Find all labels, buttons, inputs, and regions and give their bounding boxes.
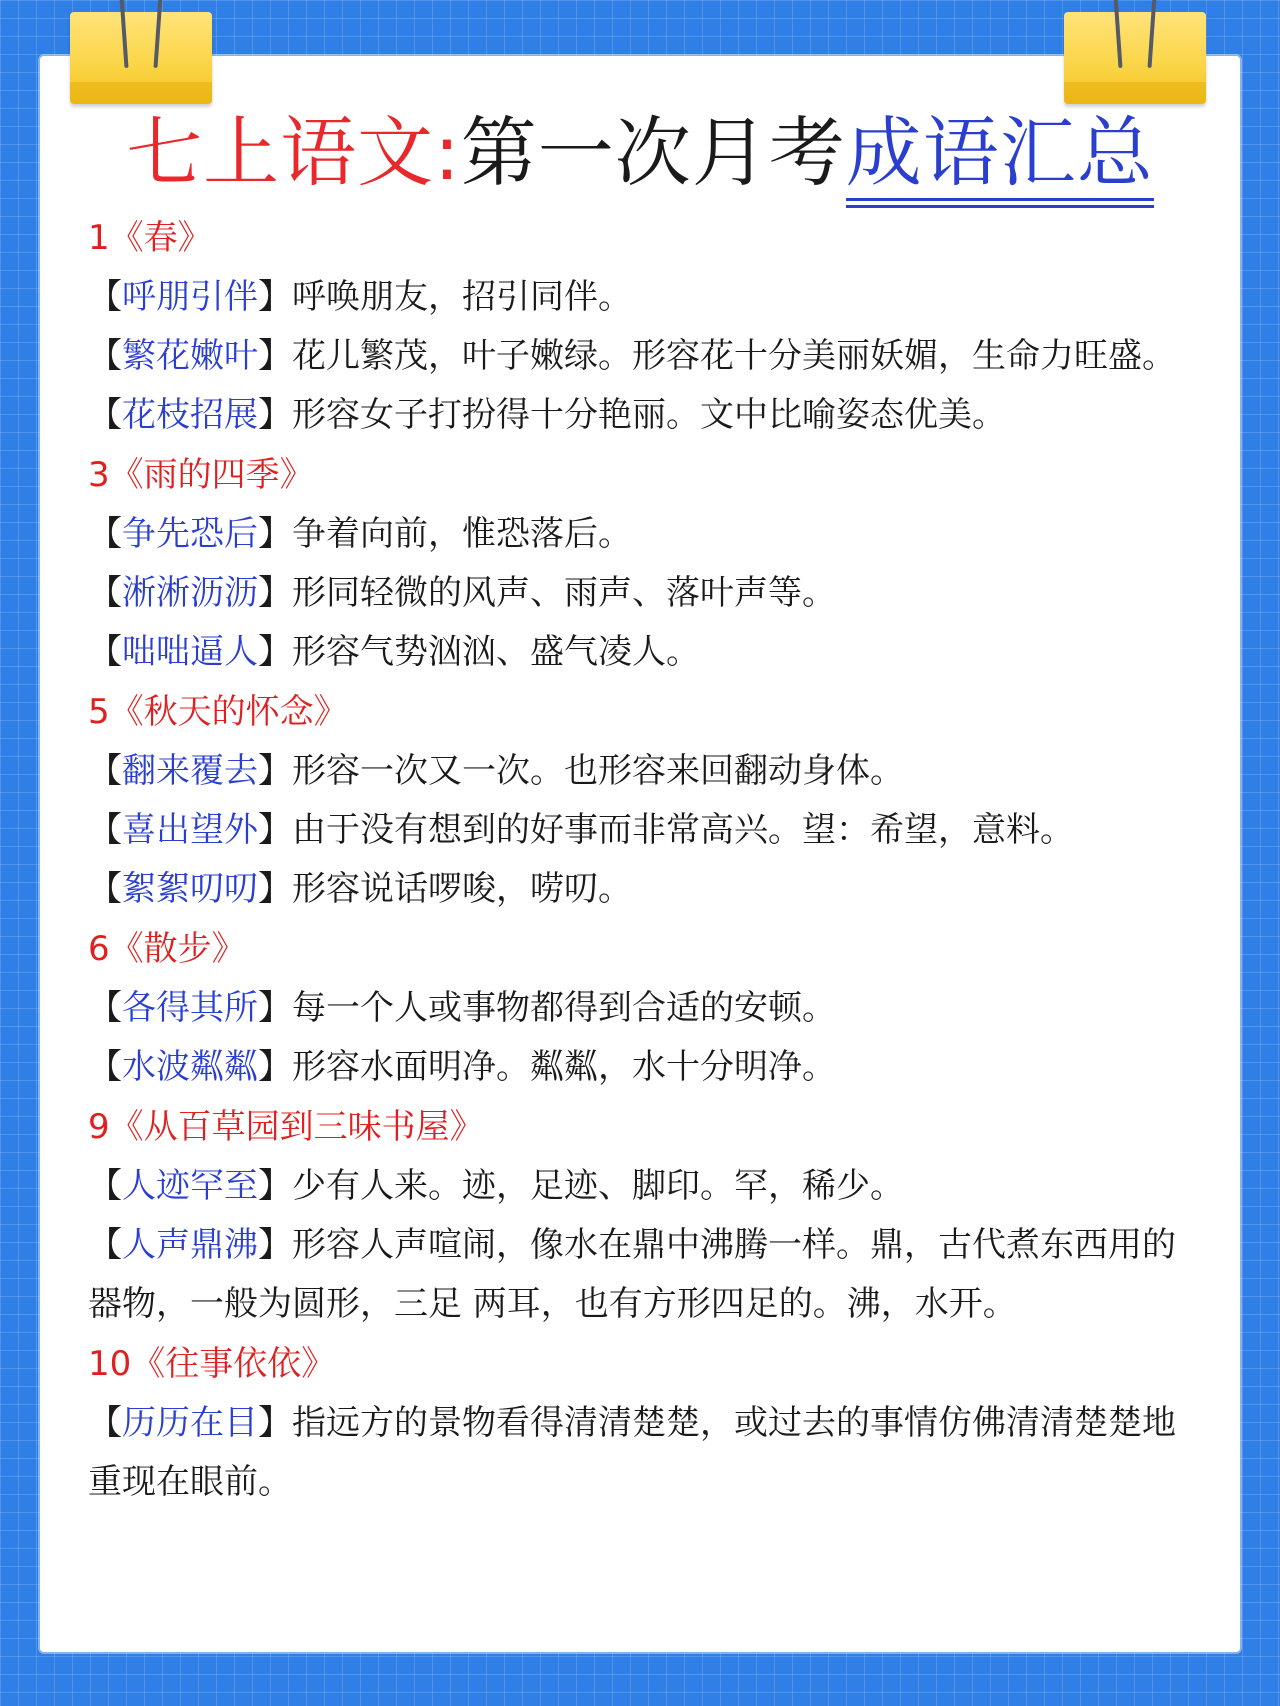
idiom-definition: 形容气势汹汹、盛气凌人。: [292, 632, 700, 672]
idiom-term: 絮絮叨叨: [122, 869, 258, 909]
idiom-entry: [88, 623, 1200, 682]
idiom-term: 花枝招展: [122, 395, 258, 435]
left-bracket: 【: [88, 988, 122, 1028]
title-blue-part: 成语汇总: [845, 108, 1154, 197]
lesson-heading: 5《秋天的怀念》: [88, 692, 348, 732]
lesson-heading: 1《春》: [88, 218, 212, 258]
lesson-heading: 6《散步》: [88, 929, 246, 969]
idiom-term: 各得其所: [122, 988, 258, 1028]
lesson-heading: 9《从百草园到三味书屋》: [88, 1107, 484, 1147]
idiom-definition: 呼唤朋友，招引同伴。: [292, 277, 632, 317]
right-bracket: 】: [258, 632, 292, 672]
idiom-term: 水波粼粼: [122, 1047, 258, 1087]
lesson-section: [88, 445, 1200, 682]
left-bracket: 【: [88, 810, 122, 850]
idiom-term: 人迹罕至: [122, 1166, 258, 1206]
right-bracket: 】: [258, 869, 292, 909]
idiom-entry: [88, 327, 1200, 386]
right-bracket: 】: [258, 751, 292, 791]
left-bracket: 【: [88, 514, 122, 554]
lesson-heading: 3《雨的四季》: [88, 455, 314, 495]
idiom-definition: 形同轻微的风声、雨声、落叶声等。: [292, 573, 836, 613]
left-bracket: 【: [88, 869, 122, 909]
idiom-entry: [88, 1157, 1200, 1216]
lesson-section: [88, 1334, 1200, 1512]
idiom-list: [88, 208, 1200, 1512]
idiom-term: 喜出望外: [122, 810, 258, 850]
idiom-entry: [88, 564, 1200, 623]
idiom-term: 人声鼎沸: [122, 1225, 258, 1265]
left-bracket: 【: [88, 573, 122, 613]
idiom-definition: 争着向前，惟恐落后。: [292, 514, 632, 554]
idiom-entry: [88, 505, 1200, 564]
idiom-definition: 形容一次又一次。也形容来回翻动身体。: [292, 751, 904, 791]
left-bracket: 【: [88, 336, 122, 376]
idiom-definition: 形容女子打扮得十分艳丽。文中比喻姿态优美。: [292, 395, 1006, 435]
left-bracket: 【: [88, 277, 122, 317]
right-bracket: 】: [258, 514, 292, 554]
idiom-definition: 少有人来。迹，足迹、脚印。罕，稀少。: [292, 1166, 904, 1206]
idiom-term: 争先恐后: [122, 514, 258, 554]
idiom-term: 翻来覆去: [122, 751, 258, 791]
right-bracket: 】: [258, 810, 292, 850]
right-bracket: 】: [258, 1225, 292, 1265]
lesson-section: [88, 1097, 1200, 1334]
right-bracket: 】: [258, 395, 292, 435]
right-bracket: 】: [258, 1047, 292, 1087]
left-bracket: 【: [88, 632, 122, 672]
title-black-part: 第一次月考: [460, 108, 846, 197]
idiom-entry: [88, 1216, 1200, 1334]
left-bracket: 【: [88, 395, 122, 435]
left-bracket: 【: [88, 1166, 122, 1206]
lesson-section: [88, 682, 1200, 919]
right-bracket: 】: [258, 573, 292, 613]
idiom-entry: [88, 801, 1200, 860]
left-bracket: 【: [88, 1225, 122, 1265]
right-bracket: 】: [258, 1166, 292, 1206]
idiom-definition: 形容水面明净。粼粼，水十分明净。: [292, 1047, 836, 1087]
idiom-entry: [88, 386, 1200, 445]
idiom-definition: 由于没有想到的好事而非常高兴。望：希望，意料。: [292, 810, 1074, 850]
idiom-definition: 每一个人或事物都得到合适的安顿。: [292, 988, 836, 1028]
idiom-term: 淅淅沥沥: [122, 573, 258, 613]
idiom-entry: [88, 1394, 1200, 1512]
idiom-entry: [88, 742, 1200, 801]
right-bracket: 】: [258, 336, 292, 376]
idiom-entry: [88, 979, 1200, 1038]
idiom-definition: 形容人声喧闹，像水在鼎中沸腾一样。鼎，古代煮东西用的器物，一般为圆形，三足 两耳，也有方形四足的。沸，水开。: [88, 1225, 1176, 1324]
idiom-term: 呼朋引伴: [122, 277, 258, 317]
right-bracket: 】: [258, 277, 292, 317]
idiom-term: 历历在目: [122, 1403, 258, 1443]
idiom-definition: 形容说话啰唆，唠叨。: [292, 869, 632, 909]
title-red-part: 七上语文:: [126, 108, 461, 197]
left-bracket: 【: [88, 1403, 122, 1443]
binder-clip-left-icon: [70, 0, 212, 108]
binder-clip-right-icon: [1064, 0, 1206, 108]
idiom-entry: [88, 268, 1200, 327]
left-bracket: 【: [88, 751, 122, 791]
lesson-section: [88, 919, 1200, 1097]
idiom-entry: [88, 860, 1200, 919]
page-title: [0, 108, 1280, 198]
idiom-entry: [88, 1038, 1200, 1097]
right-bracket: 】: [258, 1403, 292, 1443]
idiom-definition: 指远方的景物看得清清楚楚，或过去的事情仿佛清清楚楚地重现在眼前。: [88, 1403, 1176, 1502]
idiom-term: 繁花嫩叶: [122, 336, 258, 376]
right-bracket: 】: [258, 988, 292, 1028]
lesson-heading: 10《往事依依》: [88, 1344, 336, 1384]
idiom-term: 咄咄逼人: [122, 632, 258, 672]
lesson-section: [88, 208, 1200, 445]
left-bracket: 【: [88, 1047, 122, 1087]
idiom-definition: 花儿繁茂，叶子嫩绿。形容花十分美丽妖媚，生命力旺盛。: [292, 336, 1176, 376]
